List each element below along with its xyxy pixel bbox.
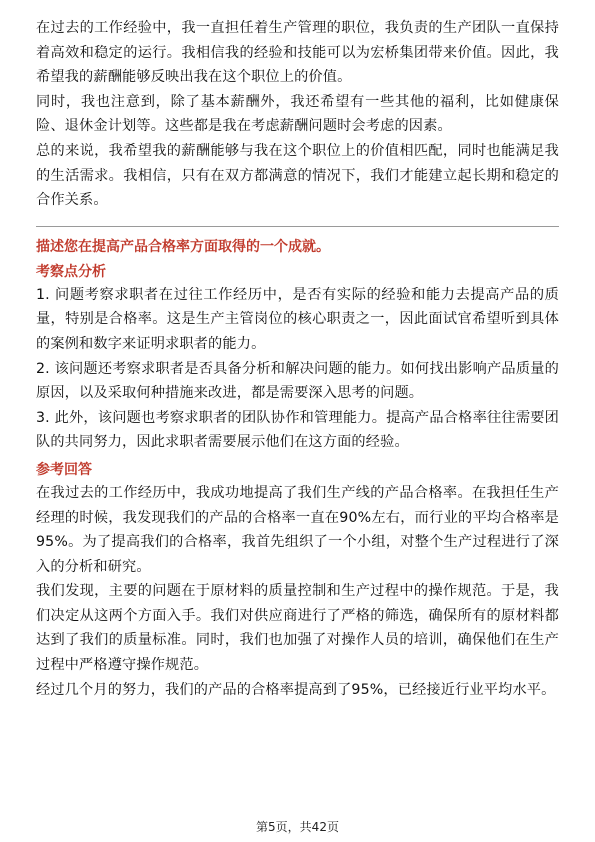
intro-paragraph: 总的来说，我希望我的薪酬能够与我在这个职位上的价值相匹配，同时也能满足我的生活需求。我相信，只有在双方都满意的情况下，我们才能建立起长期和稳定的合作关系。 [36, 142, 559, 209]
analysis-section [36, 261, 559, 455]
analysis-point: 2. 该问题还考察求职者是否具备分析和解决问题的能力。如何找出影响产品质量的原因，以及采取何种措施来改进，都是需要深入思考的问题。 [36, 360, 559, 402]
answer-paragraph: 经过几个月的努力，我们的产品的合格率提高到了95%，已经接近行业平均水平。 [36, 681, 556, 698]
section-divider [36, 226, 559, 227]
intro-paragraph: 在过去的工作经验中，我一直担任着生产管理的职位，我负责的生产团队一直保持着高效和稳定的运行。我相信我的经验和技能可以为宏桥集团带来价值。因此，我希望我的薪酬能够反映出我在这个职位上的价值。 [36, 20, 559, 86]
analysis-heading: 考察点分析 [36, 263, 106, 280]
answer-heading: 参考回答 [36, 461, 92, 478]
question-title: 描述您在提高产品合格率方面取得的一个成就。 [36, 238, 330, 255]
analysis-point: 3. 此外，该问题也考察求职者的团队协作和管理能力。提高产品合格率往往需要团队的共同努力，因此求职者需要展示他们在这方面的经验。 [36, 409, 559, 451]
intro-section [36, 16, 559, 213]
page-number: 第5页，共42页 [256, 820, 339, 834]
analysis-point: 1. 问题考察求职者在过往工作经历中，是否有实际的经验和能力去提高产品的质量，特别是合格率。这是生产主管岗位的核心职责之一，因此面试官希望听到具体的案例和数字来证明求职者的能力。 [36, 286, 559, 352]
intro-paragraph: 同时，我也注意到，除了基本薪酬外，我还希望有一些其他的福利，比如健康保险、退休金计划等。这些都是我在考虑薪酬问题时会考虑的因素。 [36, 93, 559, 135]
document-page [36, 16, 559, 702]
answer-section [36, 459, 559, 702]
answer-paragraph: 在我过去的工作经历中，我成功地提高了我们生产线的产品合格率。在我担任生产经理的时候，我发现我们的产品的合格率一直在90%左右，而行业的平均合格率是95%。为了提高我们的合格率，我首先组织了一个小组，对整个生产过程进行了深入的分析和研究。 [36, 484, 559, 575]
answer-paragraph: 我们发现，主要的问题在于原材料的质量控制和生产过程中的操作规范。于是，我们决定从这两个方面入手。我们对供应商进行了严格的筛选，确保所有的原材料都达到了我们的质量标准。同时，我们也加强了对操作人员的培训，确保他们在生产过程中严格遵守操作规范。 [36, 583, 559, 674]
